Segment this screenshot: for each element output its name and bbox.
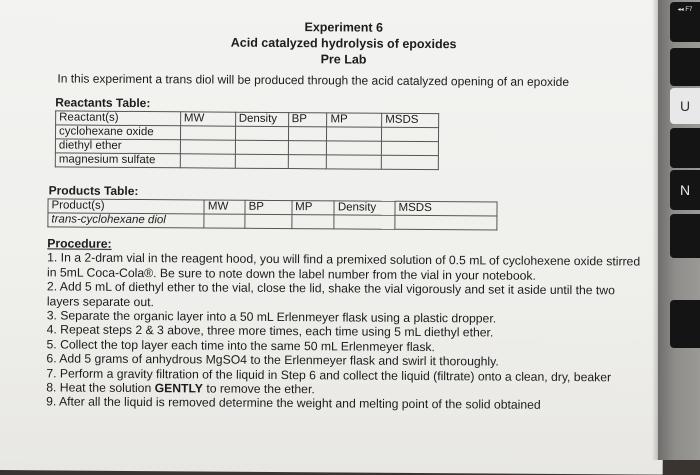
step-8-text-end: to remove the ether.	[202, 381, 315, 397]
keyboard-key-n: N	[670, 170, 700, 210]
procedure-step-3: 3. Separate the organic layer into a 50 mL Erlenmeyer flask using a plastic dropper.	[46, 308, 497, 326]
products-heading: Products Table:	[48, 183, 139, 199]
table-row	[55, 153, 438, 170]
column-header: Reactant(s)	[56, 111, 181, 126]
reactant-name: magnesium sulfate	[55, 153, 180, 168]
reactant-name: cyclohexane oxide	[55, 125, 180, 140]
keyboard-key	[670, 48, 700, 86]
reactant-name: diethyl ether	[55, 139, 180, 154]
product-name: trans-cyclohexane diol	[48, 213, 204, 228]
column-header: BP	[288, 113, 327, 127]
procedure-heading: Procedure:	[47, 236, 112, 251]
keyboard-key	[670, 300, 700, 348]
keyboard-key	[670, 128, 700, 168]
column-header: MSDS	[382, 113, 439, 127]
column-header: Density	[235, 112, 288, 126]
column-header: MSDS	[395, 201, 497, 216]
column-header: MP	[292, 201, 335, 215]
products-table	[47, 198, 497, 230]
keyboard-key-f7: ◂◂ F7	[670, 2, 700, 42]
column-header: Density	[334, 201, 395, 215]
procedure-step-2: 2. Add 5 mL of diethyl ether to the vial, close the lid, shake the vial vigorously and set it aside until the two layers separate out.	[46, 279, 615, 309]
procedure-step-4: 4. Repeat steps 2 & 3 above, three more times, each time using 5 mL diethyl ether.	[46, 322, 494, 340]
table-row	[48, 213, 497, 230]
section-label: Pre Lab	[320, 52, 367, 67]
column-header: MW	[204, 200, 245, 214]
reactants-heading: Reactants Table:	[55, 95, 151, 111]
keyboard-key	[670, 214, 700, 258]
column-header: MP	[327, 113, 382, 127]
procedure-step-1: 1. In a 2-dram vial in the reagent hood, you will find a premixed solution of 0.5 mL of cyclohexene oxide stirred in 5mL Coca-Cola®. Be sure to note down the label number from the vial in your notebook.	[47, 250, 641, 283]
step-8-emphasis: GENTLY	[154, 381, 204, 396]
procedure-step-9: 9. After all the liquid is removed determine the weight and melting point of the solid obtained	[46, 394, 541, 413]
laptop-keyboard-edge	[658, 0, 700, 460]
experiment-title: Experiment 6	[304, 20, 384, 35]
keyboard-key-u: U	[670, 88, 700, 124]
column-header: Product(s)	[48, 199, 204, 214]
column-header: BP	[245, 200, 292, 214]
experiment-subtitle: Acid catalyzed hydrolysis of epoxides	[230, 35, 457, 52]
column-header: MW	[180, 112, 235, 126]
intro-text: In this experiment a trans diol will be produced through the acid catalyzed opening of an epoxide	[57, 71, 570, 90]
procedure-step-6: 6. Add 5 grams of anhydrous MgSO4 to the Erlenmeyer flask and swirl it thoroughly.	[46, 351, 499, 369]
procedure-section	[46, 236, 647, 413]
step-8-text: 8. Heat the solution	[46, 380, 155, 396]
procedure-step-5: 5. Collect the top layer each time into the same 50 mL Erlenmeyer flask.	[46, 337, 435, 354]
reactants-table	[55, 110, 439, 170]
procedure-step-7: 7. Perform a gravity filtration of the liquid in Step 6 and collect the liquid (filtrate) onto a clean, dry, beaker	[46, 366, 612, 384]
